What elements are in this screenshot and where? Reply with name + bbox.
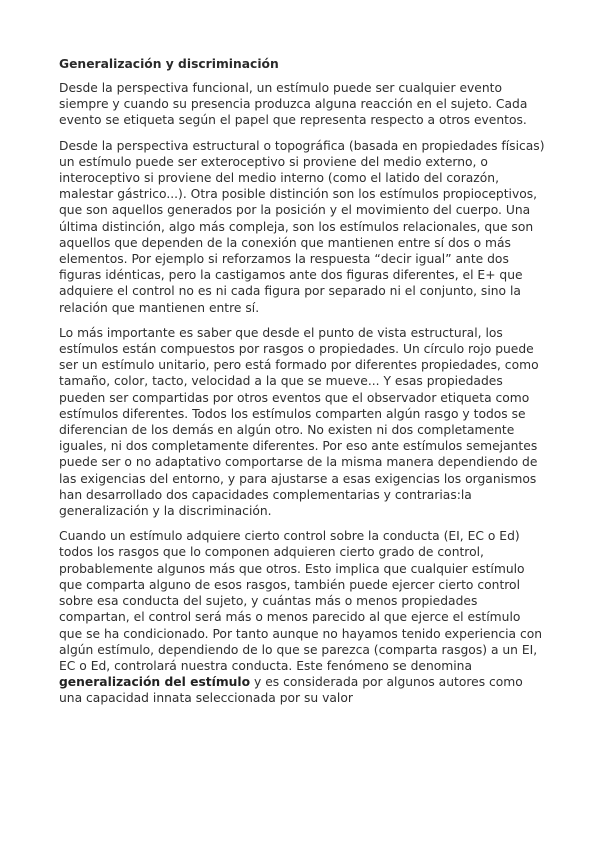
paragraph-functional-perspective: Desde la perspectiva funcional, un estímulo puede ser cualquier evento siempre y cuando su presencia produzca alguna reacción en el sujeto. Cada evento se etiqueta según el papel que representa respecto a otros eventos. xyxy=(59,81,528,128)
section-heading: Generalización y discriminación xyxy=(59,57,279,71)
paragraph-stimulus-properties: Lo más importante es saber que desde el punto de vista estructural, los estímulos están compuestos por rasgos o propiedades. Un círculo rojo puede ser un estímulo unitario, pero está formado por diferentes propiedades, como tamaño, color, tacto, velocidad a la que se mueve... Y esas propiedades pueden ser compartidas por otros eventos que el observador etiqueta como estímulos diferentes. Todos los estímulos comparten algún rasgo y todos se diferencian de los demás en algún otro. No existen ni dos completamente iguales, ni dos completamente diferentes. Por eso ante estímulos semejantes puede ser o no adaptativo comportarse de la misma manera dependiendo de las exigencias del entorno, y para ajustarse a esas exigencias los organismos han desarrollado dos capacidades complementarias y contrarias:la generalización y la discriminación. xyxy=(59,325,539,519)
paragraph-generalization-text-end: y es considerada por algunos autores como una capacidad innata seleccionada por su valor xyxy=(59,675,523,706)
paragraph-generalization xyxy=(59,528,547,706)
paragraph-structural-perspective: Desde la perspectiva estructural o topográfica (basada en propiedades físicas) un estímulo puede ser exteroceptivo si proviene del medio externo, o interoceptivo si proviene del medio interno (como el latido del corazón, malestar gástrico...). Otra posible distinción son los estímulos propioceptivos, que son aquellos generados por la posición y el movimiento del cuerpo. Una última distinción, algo más compleja, son los estímulos relacionales, que son aquellos que dependen de la conexión que mantienen entre sí dos o más elementos. Por ejemplo si reforzamos la respuesta “decir igual” ante dos figuras idénticas, pero la castigamos ante dos figuras diferentes, el E+ que adquiere el control no es ni cada figura por separado ni el conjunto, sino la relación que mantienen entre sí. xyxy=(59,138,545,315)
generalization-term: generalización del estímulo xyxy=(59,675,251,690)
paragraph-generalization-text-start: Cuando un estímulo adquiere cierto control sobre la conducta (EI, EC o Ed) todos los rasgos que lo componen adquieren cierto grado de control, probablemente algunos más que otros. Esto implica que cualquier estímulo que comparta alguno de esos rasgos, también puede ejercer cierto control sobre esa conducta del sujeto, y cuántas más o menos propiedades compartan, el control será más o menos parecido al que ejerce el estímulo que se ha condicionado. Por tanto aunque no hayamos tenido experiencia con algún estímulo, dependiendo de lo que se parezca (comparta rasgos) a un EI, EC o Ed, controlará nuestra conducta. Este fenómeno se denomina xyxy=(59,529,543,673)
document-page xyxy=(59,56,547,716)
